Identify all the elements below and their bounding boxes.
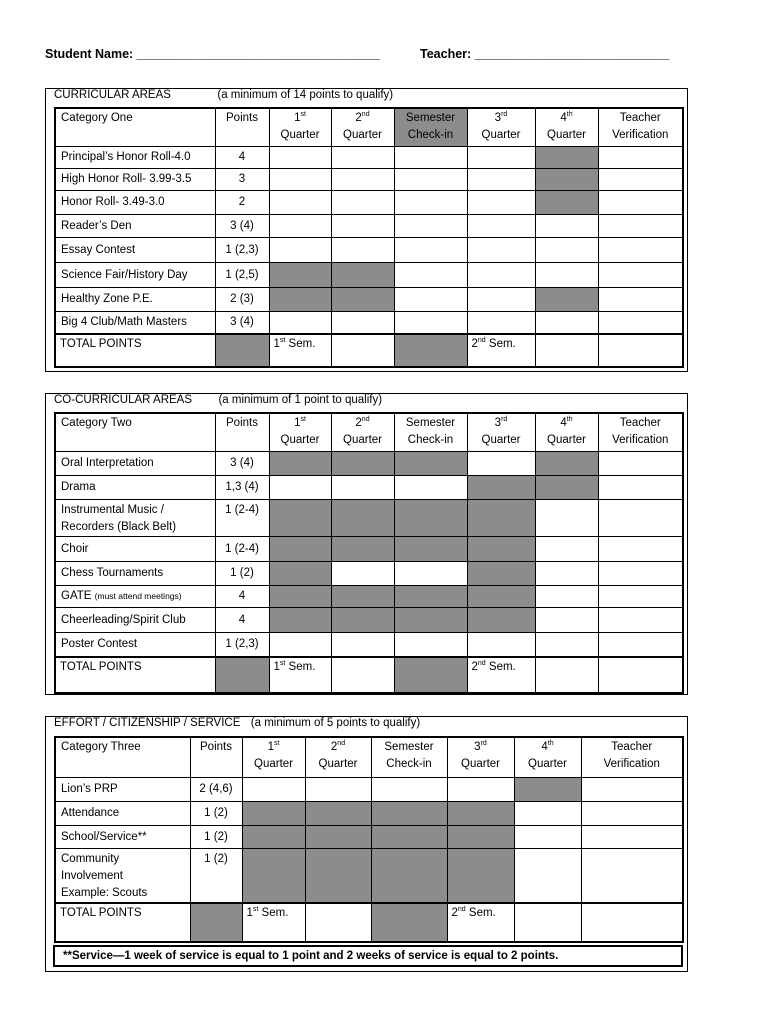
cell[interactable] [394,561,467,585]
table-row [55,607,683,632]
cell-shaded [331,287,394,311]
table-row [55,825,683,848]
cell-shaded [269,499,331,536]
cell[interactable] [598,585,683,607]
cell[interactable] [535,585,598,607]
service-footnote: **Service—1 week of service is equal to 1 point and 2 weeks of service is equal to 2 points. [53,945,683,967]
cell[interactable] [331,657,394,693]
cell[interactable] [598,262,683,287]
cell[interactable] [467,146,535,168]
cell[interactable] [269,190,331,214]
cell[interactable] [598,632,683,657]
semester-header: Semester Check-in [371,737,447,777]
sem2-total[interactable]: 2nd Sem. [467,657,535,693]
row-label: Attendance [55,801,190,825]
cell[interactable] [598,499,683,536]
cell-shaded [190,903,242,942]
table-row [55,190,683,214]
cell[interactable] [394,237,467,262]
cell[interactable] [394,475,467,499]
cell[interactable] [535,214,598,237]
curricular-table [54,107,684,368]
table-row [55,536,683,561]
sem2-total[interactable]: 2nd Sem. [447,903,514,942]
cell-shaded [535,190,598,214]
cell[interactable] [598,451,683,475]
q2-header: 2nd Quarter [331,413,394,451]
cell[interactable] [331,475,394,499]
cell[interactable] [467,262,535,287]
cell[interactable] [598,536,683,561]
cell[interactable] [467,237,535,262]
cell-shaded [305,848,371,903]
cell-shaded [305,825,371,848]
cell-shaded [467,561,535,585]
cell[interactable] [269,475,331,499]
cell[interactable] [269,311,331,334]
cocurricular-table [54,412,684,694]
cell[interactable] [331,214,394,237]
row-points: 1 (2) [190,825,242,848]
table-row [55,848,683,903]
cell-shaded [394,585,467,607]
cell[interactable] [598,146,683,168]
cell[interactable] [598,214,683,237]
q2-header: 2nd Quarter [305,737,371,777]
q1-header: 1st Quarter [242,737,305,777]
cell[interactable] [535,499,598,536]
cell-shaded [269,287,331,311]
row-points: 4 [215,585,269,607]
cell-shaded [242,801,305,825]
row-points: 1 (2) [215,561,269,585]
cell-shaded [535,168,598,190]
cell-shaded [269,585,331,607]
table-row [55,632,683,657]
cell[interactable] [269,168,331,190]
table-row [55,451,683,475]
cell[interactable] [514,801,581,825]
curricular-panel [45,88,688,372]
table-row [55,801,683,825]
cell-shaded [269,262,331,287]
cell[interactable] [467,311,535,334]
table-row [55,262,683,287]
cell[interactable] [467,214,535,237]
row-label: Principal’s Honor Roll-4.0 [55,146,215,168]
teacher-verification-header: Teacher Verification [581,737,683,777]
table-row [55,311,683,334]
q1-header: 1st Quarter [269,108,331,146]
cell[interactable] [305,903,371,942]
cell[interactable] [535,262,598,287]
row-points: 1 (2,3) [215,237,269,262]
cell-shaded [535,451,598,475]
q4-header: 4th Quarter [514,737,581,777]
cell[interactable] [581,903,683,942]
cell[interactable] [269,237,331,262]
table-row [55,585,683,607]
cell[interactable] [331,168,394,190]
cell[interactable] [331,334,394,367]
student-name-label[interactable]: Student Name: ___________________________________ [45,47,380,61]
cell[interactable] [598,475,683,499]
category-header: Category Two [55,413,215,451]
cell[interactable] [598,607,683,632]
q3-header: 3rd Quarter [467,108,535,146]
cell[interactable] [581,825,683,848]
teacher-name-label[interactable]: Teacher: ____________________________ [420,47,670,61]
cell[interactable] [581,848,683,903]
row-label: Reader’s Den [55,214,215,237]
cell[interactable] [331,146,394,168]
cell-shaded [535,146,598,168]
cell-shaded [269,561,331,585]
row-points: 1 (2,5) [215,262,269,287]
sem1-total[interactable]: 1st Sem. [242,903,305,942]
teacher-verification-header: Teacher Verification [598,108,683,146]
row-points: 3 (4) [215,451,269,475]
cell-shaded [467,475,535,499]
table-row [55,214,683,237]
cell[interactable] [269,632,331,657]
row-points: 4 [215,607,269,632]
row-points: 1 (2) [190,848,242,903]
cell[interactable] [467,451,535,475]
row-points: 4 [215,146,269,168]
q4-header: 4th Quarter [535,413,598,451]
effort-qualify-text: (a minimum of 5 points to qualify) [250,717,421,729]
total-label: TOTAL POINTS [55,334,215,367]
row-points: 1 (2-4) [215,536,269,561]
cell[interactable] [331,237,394,262]
cell-shaded [242,825,305,848]
table-row [55,168,683,190]
q3-header: 3rd Quarter [447,737,514,777]
row-label: Poster Contest [55,632,215,657]
row-points: 3 (4) [215,311,269,334]
cell-shaded [371,801,447,825]
cell[interactable] [242,777,305,801]
cell[interactable] [514,848,581,903]
row-points: 2 (4,6) [190,777,242,801]
cell-shaded [269,607,331,632]
cell-shaded [371,825,447,848]
cell[interactable] [598,334,683,367]
cell[interactable] [394,632,467,657]
row-label: School/Service** [55,825,190,848]
cell[interactable] [535,536,598,561]
cell[interactable] [467,168,535,190]
cell[interactable] [598,190,683,214]
cell[interactable] [598,561,683,585]
effort-title [54,717,420,729]
cell[interactable] [394,190,467,214]
cell[interactable] [598,168,683,190]
table-row [55,475,683,499]
cell-shaded [305,801,371,825]
cell-shaded [371,848,447,903]
cocurricular-qualify-text: (a minimum of 1 point to qualify) [218,394,383,406]
sem1-total[interactable]: 1st Sem. [269,657,331,693]
cell-shaded [371,903,447,942]
row-points: 2 (3) [215,287,269,311]
curricular-title-text: CURRICULAR AREAS [54,89,171,101]
cell[interactable] [535,561,598,585]
cell[interactable] [535,607,598,632]
row-label: Lion’s PRP [55,777,190,801]
row-label: Choir [55,536,215,561]
category-header: Category One [55,108,215,146]
cell[interactable] [371,777,447,801]
total-row [55,334,683,367]
sem2-total[interactable]: 2nd Sem. [467,334,535,367]
row-label: Science Fair/History Day [55,262,215,287]
cell[interactable] [598,657,683,693]
cell[interactable] [535,334,598,367]
row-points: 1 (2,3) [215,632,269,657]
cell-shaded [331,499,394,536]
cell-shaded [394,334,467,367]
row-label: Essay Contest [55,237,215,262]
row-label: Healthy Zone P.E. [55,287,215,311]
sem1-total[interactable]: 1st Sem. [269,334,331,367]
total-row [55,657,683,693]
cell-shaded [269,536,331,561]
cell-shaded [215,334,269,367]
cell[interactable] [269,214,331,237]
curricular-qualify-text: (a minimum of 14 points to qualify) [217,89,394,101]
cell-shaded [331,585,394,607]
cell-shaded [394,499,467,536]
row-label: Drama [55,475,215,499]
cell-shaded [447,848,514,903]
row-label: GATE (must attend meetings) [55,585,215,607]
row-label: Honor Roll- 3.49-3.0 [55,190,215,214]
cell[interactable] [269,146,331,168]
cell-shaded [269,451,331,475]
row-points: 2 [215,190,269,214]
cell-shaded [394,536,467,561]
cell[interactable] [394,214,467,237]
cell-shaded [447,825,514,848]
cell[interactable] [598,311,683,334]
q2-header: 2nd Quarter [331,108,394,146]
cell-shaded [331,607,394,632]
cocurricular-panel [45,393,688,695]
row-label: Oral Interpretation [55,451,215,475]
cell[interactable] [514,825,581,848]
row-points: 1 (2) [190,801,242,825]
cell-shaded [331,262,394,287]
table-row [55,237,683,262]
table-row [55,777,683,801]
cell-shaded [447,801,514,825]
cell[interactable] [331,190,394,214]
cell-shaded [514,777,581,801]
effort-panel [45,716,688,972]
cell[interactable] [467,190,535,214]
semester-header: Semester Check-in [394,413,467,451]
cell-shaded [394,607,467,632]
teacher-verification-header: Teacher Verification [598,413,683,451]
total-row [55,903,683,942]
cell-shaded [535,287,598,311]
row-label: Chess Tournaments [55,561,215,585]
cell[interactable] [581,801,683,825]
cell-shaded [467,607,535,632]
total-label: TOTAL POINTS [55,657,215,693]
cell-shaded [242,848,305,903]
table-row [55,146,683,168]
cocurricular-title-text: CO-CURRICULAR AREAS [54,394,193,406]
row-label: Cheerleading/Spirit Club [55,607,215,632]
cell[interactable] [305,777,371,801]
cell[interactable] [467,632,535,657]
points-header: Points [215,108,269,146]
row-label: Big 4 Club/Math Masters [55,311,215,334]
cell[interactable] [467,287,535,311]
cell-shaded [467,536,535,561]
total-label: TOTAL POINTS [55,903,190,942]
q1-header: 1st Quarter [269,413,331,451]
cell[interactable] [394,146,467,168]
cell[interactable] [598,237,683,262]
cell[interactable] [598,287,683,311]
cell[interactable] [394,287,467,311]
category-header: Category Three [55,737,190,777]
cell[interactable] [331,632,394,657]
effort-title-text: EFFORT / CITIZENSHIP / SERVICE [54,717,241,729]
cell[interactable] [394,168,467,190]
cell-shaded [467,585,535,607]
row-label: High Honor Roll- 3.99-3.5 [55,168,215,190]
cell-shaded [394,657,467,693]
cell-shaded [215,657,269,693]
curricular-title [54,89,393,101]
cell[interactable] [447,777,514,801]
row-points: 1 (2-4) [215,499,269,536]
cell[interactable] [394,262,467,287]
curricular-header-row [55,108,683,146]
cell-shaded [331,536,394,561]
cell[interactable] [535,657,598,693]
row-label: Community Involvement Example: Scouts [55,848,190,903]
cell-shaded [331,451,394,475]
cell[interactable] [535,632,598,657]
row-points: 3 [215,168,269,190]
cocurricular-header-row [55,413,683,451]
table-row [55,287,683,311]
cell[interactable] [535,237,598,262]
row-points: 3 (4) [215,214,269,237]
q3-header: 3rd Quarter [467,413,535,451]
cell[interactable] [331,561,394,585]
semester-header: Semester Check-in [394,108,467,146]
table-row [55,561,683,585]
points-header: Points [215,413,269,451]
cell-shaded [467,499,535,536]
table-row [55,499,683,536]
effort-table [54,736,684,943]
cell[interactable] [514,903,581,942]
cell-shaded [394,451,467,475]
cell[interactable] [581,777,683,801]
row-label: Instrumental Music / Recorders (Black Belt) [55,499,215,536]
cell-shaded [535,475,598,499]
row-points: 1,3 (4) [215,475,269,499]
cell[interactable] [535,311,598,334]
q4-header: 4th Quarter [535,108,598,146]
effort-header-row [55,737,683,777]
cocurricular-title [54,394,382,406]
cell[interactable] [331,311,394,334]
cell[interactable] [394,311,467,334]
points-header: Points [190,737,242,777]
